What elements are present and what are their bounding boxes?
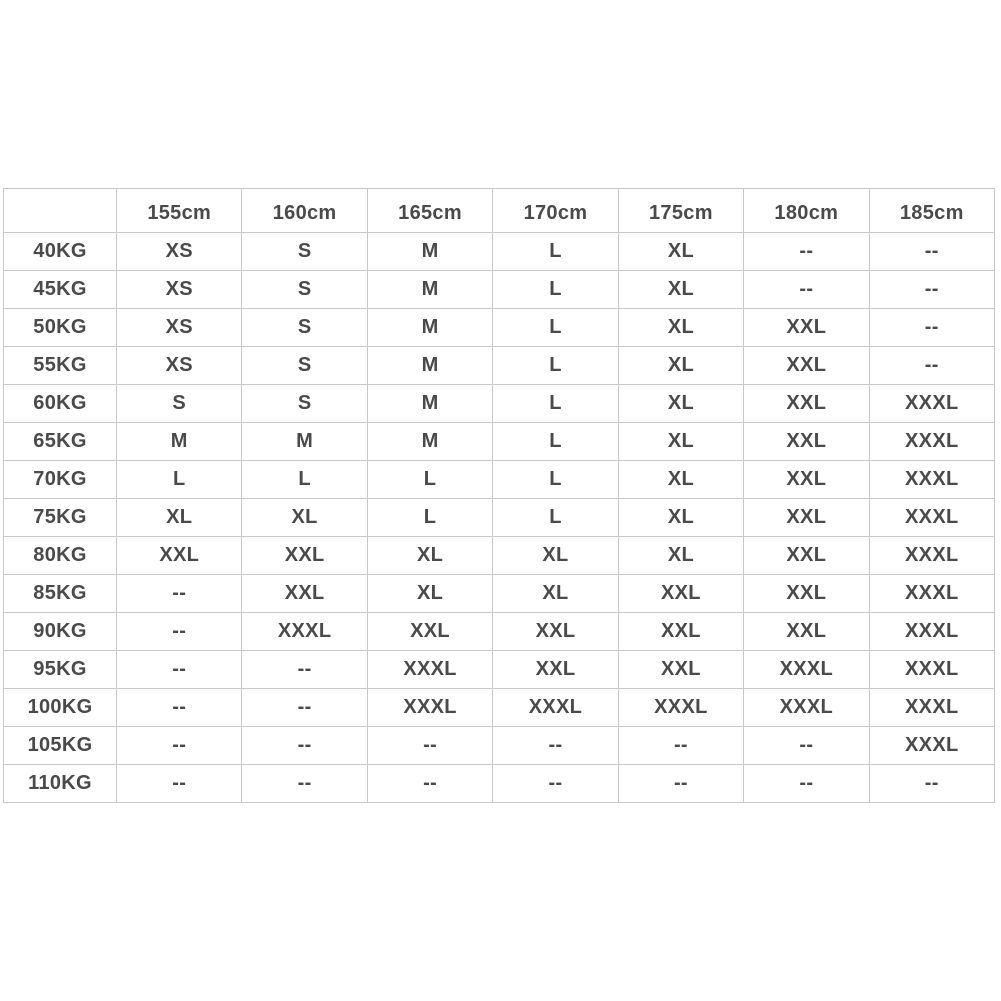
header-row xyxy=(4,189,995,233)
size-cell: XXL xyxy=(618,575,743,613)
table-row xyxy=(4,613,995,651)
weight-label: 95KG xyxy=(4,651,117,689)
size-cell: XXXL xyxy=(869,423,994,461)
size-cell: M xyxy=(367,309,492,347)
height-header: 175cm xyxy=(618,189,743,233)
table-row xyxy=(4,347,995,385)
size-cell: -- xyxy=(117,651,242,689)
size-cell: XXL xyxy=(493,651,618,689)
size-cell: XXXL xyxy=(493,689,618,727)
size-cell: L xyxy=(493,271,618,309)
size-cell: XXL xyxy=(744,385,869,423)
table-row xyxy=(4,423,995,461)
height-header: 180cm xyxy=(744,189,869,233)
size-cell: M xyxy=(367,385,492,423)
table-row xyxy=(4,537,995,575)
corner-cell xyxy=(4,189,117,233)
size-cell: XL xyxy=(618,423,743,461)
table-row xyxy=(4,461,995,499)
table-row xyxy=(4,765,995,803)
size-cell: -- xyxy=(117,727,242,765)
table-row xyxy=(4,271,995,309)
height-header: 160cm xyxy=(242,189,367,233)
size-cell: XXL xyxy=(618,613,743,651)
height-header: 155cm xyxy=(117,189,242,233)
size-cell: L xyxy=(493,233,618,271)
weight-label: 55KG xyxy=(4,347,117,385)
size-cell: S xyxy=(117,385,242,423)
size-cell: -- xyxy=(117,765,242,803)
size-cell: L xyxy=(117,461,242,499)
weight-label: 90KG xyxy=(4,613,117,651)
weight-label: 75KG xyxy=(4,499,117,537)
size-cell: S xyxy=(242,309,367,347)
size-cell: -- xyxy=(242,727,367,765)
table-row xyxy=(4,233,995,271)
size-cell: L xyxy=(242,461,367,499)
size-cell: XXXL xyxy=(869,689,994,727)
size-cell: XXXL xyxy=(367,651,492,689)
size-cell: -- xyxy=(493,727,618,765)
size-cell: XXL xyxy=(744,537,869,575)
size-cell: XS xyxy=(117,233,242,271)
size-cell: XXXL xyxy=(744,651,869,689)
size-cell: XXXL xyxy=(618,689,743,727)
height-header: 165cm xyxy=(367,189,492,233)
size-cell: S xyxy=(242,233,367,271)
weight-label: 80KG xyxy=(4,537,117,575)
size-cell: L xyxy=(493,347,618,385)
size-cell: XS xyxy=(117,309,242,347)
size-cell: XL xyxy=(367,537,492,575)
size-cell: -- xyxy=(242,651,367,689)
weight-label: 50KG xyxy=(4,309,117,347)
size-cell: S xyxy=(242,271,367,309)
size-cell: S xyxy=(242,347,367,385)
size-cell: -- xyxy=(117,613,242,651)
table-row xyxy=(4,651,995,689)
size-cell: XXL xyxy=(117,537,242,575)
table-row xyxy=(4,575,995,613)
size-cell: -- xyxy=(744,271,869,309)
size-cell: XXL xyxy=(744,613,869,651)
size-cell: XXXL xyxy=(869,461,994,499)
weight-label: 85KG xyxy=(4,575,117,613)
size-cell: -- xyxy=(117,575,242,613)
weight-label: 60KG xyxy=(4,385,117,423)
size-cell: -- xyxy=(242,765,367,803)
size-cell: L xyxy=(493,423,618,461)
size-cell: XL xyxy=(618,499,743,537)
size-cell: XXL xyxy=(493,613,618,651)
size-cell: XXXL xyxy=(869,613,994,651)
size-cell: M xyxy=(117,423,242,461)
size-cell: XXXL xyxy=(869,385,994,423)
size-cell: -- xyxy=(618,727,743,765)
size-cell: M xyxy=(367,423,492,461)
size-cell: XXL xyxy=(744,423,869,461)
size-cell: XL xyxy=(367,575,492,613)
size-cell: -- xyxy=(869,309,994,347)
table-row xyxy=(4,499,995,537)
size-cell: L xyxy=(493,499,618,537)
size-cell: -- xyxy=(744,233,869,271)
size-cell: XXL xyxy=(618,651,743,689)
size-cell: XL xyxy=(618,385,743,423)
size-cell: XL xyxy=(117,499,242,537)
size-cell: M xyxy=(367,233,492,271)
size-cell: XXXL xyxy=(869,651,994,689)
size-cell: XS xyxy=(117,347,242,385)
table-row xyxy=(4,689,995,727)
size-cell: M xyxy=(367,271,492,309)
size-cell: XL xyxy=(493,575,618,613)
size-cell: XL xyxy=(618,233,743,271)
size-cell: XL xyxy=(493,537,618,575)
size-cell: XXXL xyxy=(869,575,994,613)
size-cell: S xyxy=(242,385,367,423)
height-header: 185cm xyxy=(869,189,994,233)
size-cell: XL xyxy=(618,271,743,309)
weight-label: 65KG xyxy=(4,423,117,461)
height-header: 170cm xyxy=(493,189,618,233)
size-cell: -- xyxy=(493,765,618,803)
size-cell: -- xyxy=(242,689,367,727)
weight-label: 70KG xyxy=(4,461,117,499)
size-cell: XXL xyxy=(744,461,869,499)
weight-label: 100KG xyxy=(4,689,117,727)
size-cell: -- xyxy=(367,727,492,765)
size-cell: M xyxy=(367,347,492,385)
size-cell: XS xyxy=(117,271,242,309)
size-cell: XXL xyxy=(744,499,869,537)
size-cell: -- xyxy=(744,765,869,803)
weight-label: 45KG xyxy=(4,271,117,309)
size-cell: XL xyxy=(242,499,367,537)
size-cell: M xyxy=(242,423,367,461)
table-body xyxy=(4,233,995,803)
size-cell: XXXL xyxy=(869,727,994,765)
size-cell: XXL xyxy=(367,613,492,651)
size-cell: XXXL xyxy=(744,689,869,727)
size-cell: XL xyxy=(618,461,743,499)
size-cell: XXL xyxy=(242,537,367,575)
weight-label: 105KG xyxy=(4,727,117,765)
size-cell: L xyxy=(493,385,618,423)
size-cell: XL xyxy=(618,347,743,385)
weight-label: 110KG xyxy=(4,765,117,803)
size-cell: XXL xyxy=(744,575,869,613)
size-cell: XXXL xyxy=(869,499,994,537)
table-header xyxy=(4,189,995,233)
size-cell: XXL xyxy=(744,347,869,385)
table-row xyxy=(4,727,995,765)
size-cell: L xyxy=(367,499,492,537)
size-cell: -- xyxy=(117,689,242,727)
size-cell: XXL xyxy=(744,309,869,347)
size-cell: L xyxy=(493,309,618,347)
size-cell: XL xyxy=(618,309,743,347)
size-cell: -- xyxy=(869,765,994,803)
size-cell: L xyxy=(367,461,492,499)
size-cell: XXXL xyxy=(242,613,367,651)
size-cell: -- xyxy=(869,347,994,385)
table-row xyxy=(4,385,995,423)
size-cell: L xyxy=(493,461,618,499)
size-cell: XXXL xyxy=(367,689,492,727)
size-cell: -- xyxy=(367,765,492,803)
size-cell: -- xyxy=(744,727,869,765)
size-cell: -- xyxy=(869,233,994,271)
weight-label: 40KG xyxy=(4,233,117,271)
size-cell: -- xyxy=(618,765,743,803)
size-cell: XXL xyxy=(242,575,367,613)
size-chart-table xyxy=(3,188,995,803)
size-cell: XL xyxy=(618,537,743,575)
size-cell: -- xyxy=(869,271,994,309)
table-row xyxy=(4,309,995,347)
size-cell: XXXL xyxy=(869,537,994,575)
